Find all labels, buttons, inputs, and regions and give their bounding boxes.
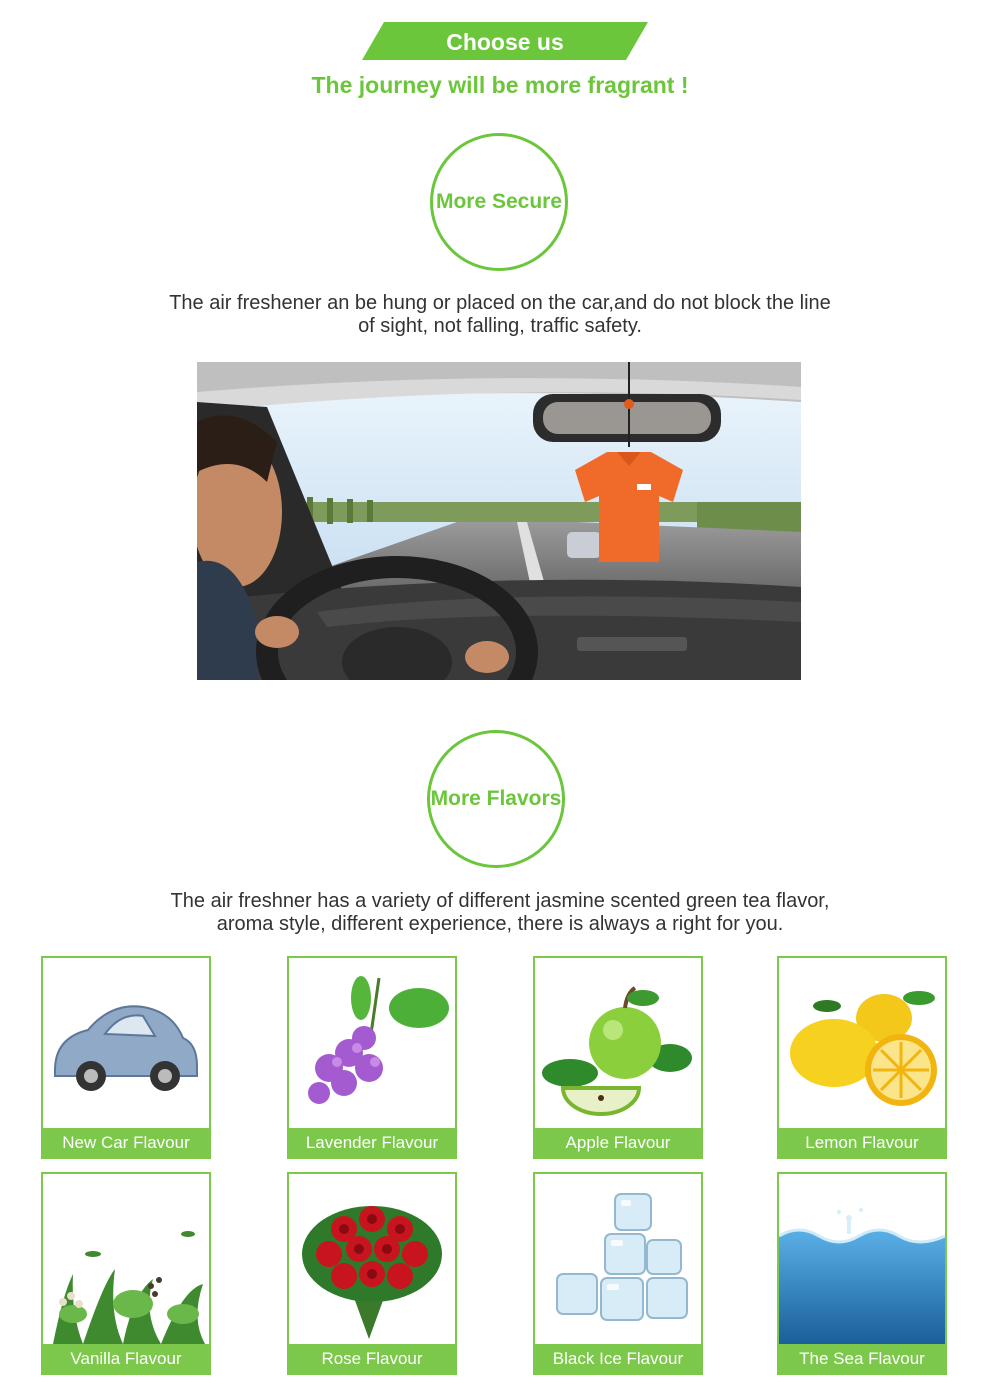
flavor-card-black-ice[interactable] xyxy=(533,1172,703,1375)
flavor-label: Black Ice Flavour xyxy=(535,1344,701,1373)
flavor-label: Apple Flavour xyxy=(535,1128,701,1157)
more-flavors-label: More Flavors xyxy=(430,787,562,810)
tagline: The journey will be more fragrant ! xyxy=(311,72,689,98)
flavor-label: Rose Flavour xyxy=(289,1344,455,1373)
flavor-label: The Sea Flavour xyxy=(779,1344,945,1373)
lemon-icon xyxy=(779,958,945,1128)
flavor-card-lemon[interactable] xyxy=(777,956,947,1159)
flavor-card-lavender[interactable] xyxy=(287,956,457,1159)
secure-description-line1: The air freshener an be hung or placed on the car,and do not block the line xyxy=(169,292,831,314)
flavor-card-rose[interactable] xyxy=(287,1172,457,1375)
flavor-label: Lavender Flavour xyxy=(289,1128,455,1157)
flavor-label: Vanilla Flavour xyxy=(43,1344,209,1373)
sea-water-icon xyxy=(779,1174,945,1344)
vanilla-plant-icon xyxy=(43,1174,209,1344)
car-interior-photo xyxy=(197,362,801,680)
flavor-card-apple[interactable] xyxy=(533,956,703,1159)
flavor-card-vanilla[interactable] xyxy=(41,1172,211,1375)
flavors-description xyxy=(100,890,900,936)
secure-description xyxy=(100,292,900,338)
flavor-card-new-car[interactable] xyxy=(41,956,211,1159)
choose-us-banner xyxy=(362,22,648,60)
flavor-label: Lemon Flavour xyxy=(779,1128,945,1157)
rose-bouquet-icon xyxy=(289,1174,455,1344)
lavender-icon xyxy=(289,958,455,1128)
flavor-card-sea[interactable] xyxy=(777,1172,947,1375)
car-icon xyxy=(43,958,209,1128)
more-secure-badge xyxy=(430,133,568,271)
more-secure-label: More Secure xyxy=(435,190,563,213)
flavors-description-line1: The air freshner has a variety of different jasmine scented green tea flavor, xyxy=(170,890,830,912)
flavors-description-line2: aroma style, different experience, there is always a right for you. xyxy=(216,913,784,935)
banner-title: Choose us xyxy=(446,29,564,55)
secure-description-line2: of sight, not falling, traffic safety. xyxy=(358,315,642,337)
more-flavors-badge xyxy=(427,730,565,868)
apple-icon xyxy=(535,958,701,1128)
ice-cubes-icon xyxy=(535,1174,701,1344)
flavor-label: New Car Flavour xyxy=(43,1128,209,1157)
